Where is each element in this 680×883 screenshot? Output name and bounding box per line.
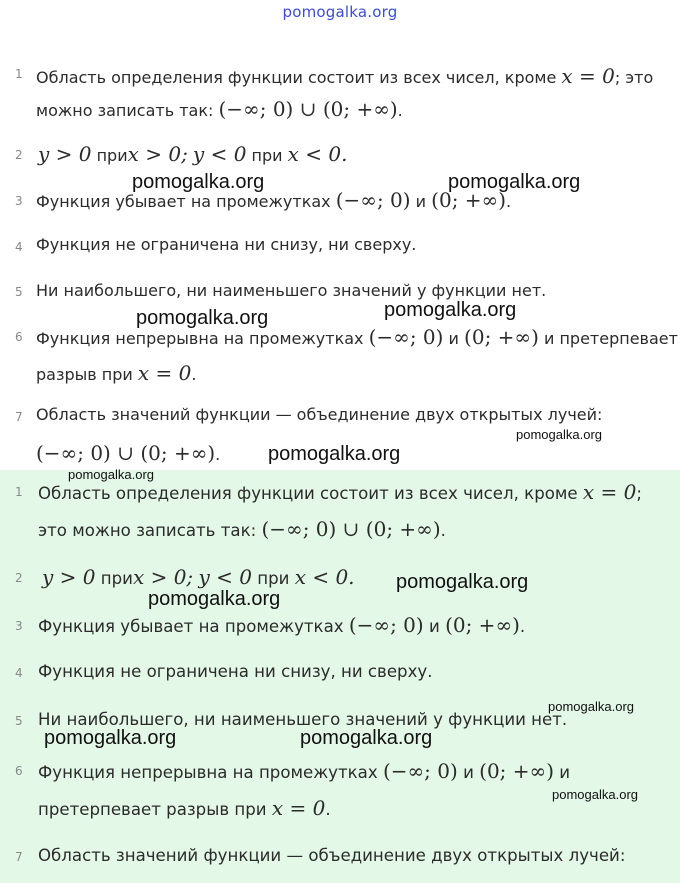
watermark: pomogalka.org (268, 443, 401, 465)
item-number: 4 (15, 240, 23, 254)
math-domain: (−∞; 0) ∪ (0; +∞) (218, 97, 398, 121)
watermark: pomogalka.org (552, 787, 638, 802)
watermark: pomogalka.org (548, 699, 634, 714)
list-item: Область значений функции — объединение двух открытых лучей: (38, 846, 626, 865)
item-number: 3 (15, 194, 23, 208)
list-item: Функция убывает на промежутках (−∞; 0) и (0; +∞). (38, 613, 526, 637)
watermark: pomogalka.org (44, 727, 177, 749)
list-item-cont: (−∞; 0) ∪ (0; +∞). (36, 441, 221, 465)
list-item: Область значений функции — объединение двух открытых лучей: (36, 405, 603, 424)
list-item: Функция непрерывна на промежутках (−∞; 0) и (0; +∞) и претерпевает (36, 325, 678, 349)
item-number: 5 (15, 285, 23, 299)
watermark: pomogalka.org (300, 727, 433, 749)
watermark: pomogalka.org (132, 171, 265, 193)
list-item: Ни наибольшего, ни наименьшего значений у функции нет. (38, 710, 568, 729)
watermark: pomogalka.org (384, 299, 517, 321)
item-number: 6 (15, 764, 23, 778)
item-number: 2 (15, 571, 23, 585)
list-item: Функция не ограничена ни снизу, ни сверху. (36, 235, 417, 254)
item-number: 6 (15, 330, 23, 344)
watermark: pomogalka.org (448, 171, 581, 193)
list-item: y > 0 приx > 0; y < 0 при x < 0. (42, 565, 355, 589)
list-item: Функция непрерывна на промежутках (−∞; 0) и (0; +∞) и (38, 759, 571, 783)
item-number: 1 (15, 485, 23, 499)
item-number: 1 (15, 67, 23, 81)
watermark: pomogalka.org (68, 467, 154, 482)
item-number: 4 (15, 666, 23, 680)
math-x-eq-0: x = 0 (561, 64, 615, 88)
item-number: 3 (15, 619, 23, 633)
list-item-cont: разрыв при x = 0. (36, 361, 197, 385)
list-item: y > 0 приx > 0; y < 0 при x < 0. (38, 142, 348, 166)
item-number: 5 (15, 714, 23, 728)
list-item-cont: претерпевает разрыв при x = 0. (38, 796, 331, 820)
list-item: Функция убывает на промежутках (−∞; 0) и (0; +∞). (36, 188, 512, 212)
list-item: Область определения функции состоит из всех чисел, кроме x = 0; (38, 480, 642, 504)
list-item-cont: можно записать так: (−∞; 0) ∪ (0; +∞). (36, 97, 403, 121)
list-item: Область определения функции состоит из всех чисел, кроме x = 0; это (36, 64, 654, 88)
item-number: 7 (15, 410, 23, 424)
list-item: Функция не ограничена ни снизу, ни сверху. (38, 662, 433, 681)
item-number: 7 (15, 850, 23, 864)
watermark: pomogalka.org (516, 427, 602, 442)
header-watermark: pomogalka.org (282, 3, 398, 21)
watermark: pomogalka.org (136, 307, 269, 329)
list-item-cont: это можно записать так: (−∞; 0) ∪ (0; +∞). (38, 517, 446, 541)
item-number: 2 (15, 148, 23, 162)
watermark: pomogalka.org (396, 571, 529, 593)
list-item: Ни наибольшего, ни наименьшего значений у функции нет. (36, 281, 547, 300)
watermark: pomogalka.org (148, 588, 281, 610)
